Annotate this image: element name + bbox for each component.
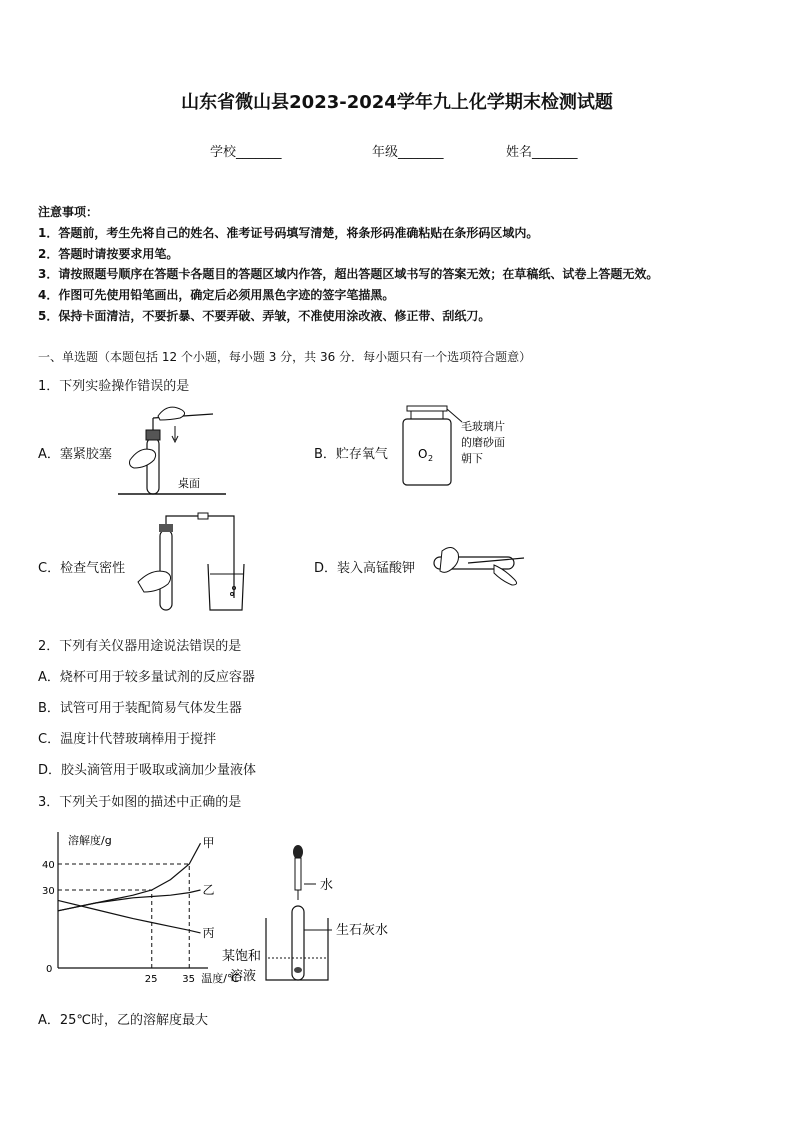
grade-field[interactable]: 年级_______ bbox=[372, 145, 444, 160]
gas-formula: O bbox=[418, 447, 428, 461]
q3-option: A．25℃时，乙的溶解度最大 bbox=[38, 1013, 209, 1028]
q2-option: A．烧杯可用于较多量试剂的反应容器 bbox=[38, 670, 255, 685]
y-tick-label: 30 bbox=[42, 886, 55, 897]
gas-subscript: 2 bbox=[428, 454, 434, 463]
q1-option-c: C．检查气密性 bbox=[38, 561, 126, 576]
section-heading: 一、单选题（本题包括 12 个小题，每小题 3 分，共 36 分．每小题只有一个选项符合题意） bbox=[38, 350, 532, 364]
table-label: 桌面 bbox=[178, 477, 200, 490]
water-label: 水 bbox=[320, 878, 334, 893]
figure-powder bbox=[428, 543, 528, 587]
school-field[interactable]: 学校_______ bbox=[210, 145, 282, 160]
origin-label: 0 bbox=[46, 964, 53, 975]
page-title: 山东省微山县2023-2024学年九上化学期末检测试题 bbox=[181, 92, 613, 113]
figure-airtightness bbox=[130, 508, 250, 614]
q1-option-b: B．贮存氧气 bbox=[314, 447, 388, 462]
notice-item: 4．作图可先使用铅笔画出，确定后必须用黑色字迹的签字笔描黑。 bbox=[38, 288, 395, 302]
notice-item: 5．保持卡面清洁，不要折暴、不要弄破、弄皱，不准使用涂改液、修正带、刮纸刀。 bbox=[38, 309, 491, 323]
question-2-stem: 2．下列有关仪器用途说法错误的是 bbox=[38, 639, 242, 654]
series-label: 甲 bbox=[202, 836, 215, 851]
question-3-stem: 3．下列关于如图的描述中正确的是 bbox=[38, 795, 242, 810]
notice-heading: 注意事项： bbox=[38, 205, 99, 219]
solution-label: 溶液 bbox=[230, 969, 257, 984]
series-label: 丙 bbox=[202, 925, 215, 940]
bottle-note: 的磨砂面 bbox=[461, 436, 505, 449]
bottle-note: 朝下 bbox=[461, 452, 483, 465]
y-axis-label: 溶解度/g bbox=[68, 834, 112, 847]
series-label: 乙 bbox=[202, 883, 215, 897]
q2-option: C．温度计代替玻璃棒用于搅拌 bbox=[38, 732, 217, 747]
figure-stopper bbox=[118, 400, 228, 502]
name-field[interactable]: 姓名_______ bbox=[506, 145, 578, 160]
figure-gas-bottle bbox=[398, 404, 528, 490]
solution-label: 某饱和 bbox=[222, 949, 262, 964]
series-line bbox=[58, 843, 201, 911]
bottle-note: 毛玻璃片 bbox=[461, 420, 505, 433]
notice-item: 3．请按照题号顺序在答题卡各题目的答题区域内作答，超出答题区域书写的答案无效；在草稿纸、试卷上答题无效。 bbox=[38, 267, 659, 281]
series-line bbox=[58, 900, 201, 933]
x-tick-label: 25 bbox=[144, 974, 158, 985]
y-tick-label: 40 bbox=[42, 860, 55, 871]
x-tick-label: 35 bbox=[182, 974, 195, 985]
lime-label: 生石灰水 bbox=[336, 923, 389, 938]
q2-option: B．试管可用于装配简易气体发生器 bbox=[38, 701, 242, 716]
notice-item: 1．答题前，考生先将自己的姓名、准考证号码填写清楚，将条形码准确粘贴在条形码区域内。 bbox=[38, 226, 539, 240]
figure-beaker bbox=[220, 842, 420, 988]
notice-item: 2．答题时请按要求用笔。 bbox=[38, 247, 179, 261]
series-line bbox=[58, 890, 201, 911]
q2-option: D．胶头滴管用于吸取或滴加少量液体 bbox=[38, 763, 257, 778]
solubility-chart bbox=[40, 828, 240, 988]
question-1-stem: 1．下列实验操作错误的是 bbox=[38, 379, 190, 394]
q1-option-d: D．装入高锰酸钾 bbox=[314, 561, 416, 576]
x-axis-label: 温度/℃ bbox=[201, 972, 240, 985]
q1-option-a: A．塞紧胶塞 bbox=[38, 447, 112, 462]
